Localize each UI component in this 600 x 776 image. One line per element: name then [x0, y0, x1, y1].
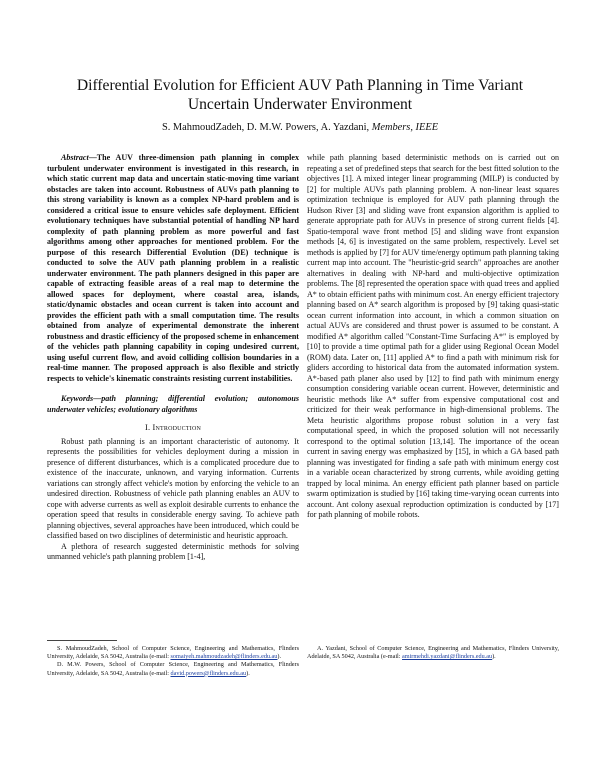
- paper-title: [40, 76, 560, 114]
- section-heading: [47, 423, 299, 434]
- intro-paragraph-1: Robust path planning is an important characteristic of autonomy. It represents the possibilities for vehicles deployment during a mission in presence of different disturbances, which is a complicated procedure due to existence of the inaccurate, unknown, and varying information. Currents variations can strongly affect vehicle's motion by enforcing the vehicle to an undesired direction. Robustness of vehicle path planning enables an AUV to cope with adverse currents as well as exploit desirable currents to enhance the operation speed that results in considerable energy saving. To achieve path planning objectives, several approaches have been introduced, which could be classified based on two disciplines of deterministic and heuristic approach.: [47, 436, 299, 540]
- right-column: [307, 153, 559, 521]
- footnote-1-email-link[interactable]: somaiyeh.mahmoudzadeh@flinders.edu.au: [170, 653, 278, 661]
- footnote-2-text: D. M.W. Powers, School of Computer Science, Engineering and Mathematics, Flinders University, Adelaide, SA 5042, Australia (e-mail:: [47, 661, 299, 677]
- left-column: [47, 153, 299, 563]
- footnote-1-end: ).: [277, 653, 282, 661]
- footnote-3: [307, 645, 559, 661]
- author-names: S. MahmoudZadeh, D. M.W. Powers, A. Yazdani,: [161, 122, 370, 133]
- footnotes-right: [307, 645, 559, 661]
- abstract-text: —The AUV three-dimension path planning in complex turbulent underwater environment is investigated in this research, in which static current map data and uncertain static-moving time variant obstacles are taken into account. Robustness of AUVs path planning to this strong variability is known as a complex NP-hard problem and is considered a critical issue to ensure vehicles safe deployment. Efficient evolutionary techniques have substantial potential of handling NP hard complexity of path planning problem as more powerful and fast algorithms among other approaches for mentioned problem. For the purpose of this research Differential Evolution (DE) technique is conducted to solve the AUV path planning problem in a realistic underwater environment. The path planners designed in this paper are capable of extracting feasible areas of a real map to determine the allowed spaces for deployment, where coastal area, islands, static/dynamic obstacles and ocean current is taken into account and provides the efficient path with a small computation time. The results obtained from analyze of experimental demonstrate the inherent robustness and drastic efficiency of the proposed scheme in enhancement of the vehicles path planning capability in coping undesired current, using useful current flow, and avoid colliding collision boundaries in a real-time manner. The proposed approach is also flexible and strictly respects to vehicle's kinematic constraints resisting current instabilities.: [47, 153, 299, 383]
- footnote-1: [47, 645, 299, 661]
- keywords: Keywords—path planning; differential evolution; autonomous underwater vehicles; evolutionary algorithms: [47, 394, 299, 414]
- author-list: [40, 122, 560, 133]
- abstract-label: Abstract: [61, 153, 89, 162]
- title-line-2: Uncertain Underwater Environment: [187, 96, 413, 113]
- footnote-2: [47, 661, 299, 677]
- intro-paragraph-2: A plethora of research suggested deterministic methods for solving unmanned vehicle's path planning problem [1-4],: [47, 541, 299, 561]
- title-line-1: Differential Evolution for Efficient AUV Path Planning in Time Variant: [76, 77, 524, 94]
- footnote-1-text: S. MahmoudZadeh, School of Computer Science, Engineering and Mathematics, Flinders University, Adelaide, SA 5042, Australia (e-mail:: [47, 645, 299, 661]
- footnote-2-end: ).: [246, 669, 250, 677]
- author-role: Members, IEEE: [371, 122, 439, 133]
- footnote-rule: [47, 640, 117, 641]
- footnote-3-end: ).: [492, 653, 496, 661]
- footnotes-left: [47, 645, 299, 678]
- footnote-3-text: A. Yazdani, School of Computer Science, Engineering and Mathematics, Flinders University, Adelaide, SA 5042, Australia (e-mail:: [307, 645, 559, 661]
- section-title: Introduction: [152, 423, 202, 432]
- abstract: [47, 153, 299, 384]
- footnote-2-email-link[interactable]: david.powers@flinders.edu.au: [170, 669, 247, 677]
- section-number: I.: [144, 423, 151, 432]
- footnote-3-email-link[interactable]: amirmehdi.yazdani@flinders.edu.au: [402, 653, 493, 661]
- intro-paragraph-continued: while path planning based deterministic methods on is carried out on repeating a set of predefined steps that search for the best fitted solution to the objectives [1]. A mixed integer linear programming (MILP) is conducted by [2] for multiple AUVs path planning problem. A non-linear least squares optimization technique is employed for AUV path planning through the Hudson River [3] and sliding wave front expansion algorithm is applied to generate appropriate path for AUVs in presence of strong current fields [4]. Spatio-temporal wave front method [5] and sliding wave front expansion methods [4, 6] is investigated on the same problem, respectively. Level set methods is applied by [7] for AUV time/energy optimum path planning taking current map into account. The "heuristic-grid search" approaches are another alternatives in dealing with NP-hard and multi-objective optimization problems. The [8] represented the operation space with quad trees and applied A* to obtain efficient paths with minimum cost. An energy efficient trajectory planning based on A* search algorithm is proposed by [9] taking quasi-static ocean current information into account, in which a common situation on actual AUVs are considered and thrust power is assumed to be constant. A modified A* algorithm called "Constant-Time Surfacing A*" is employed by [10] to provide a time optimal path for a glider using Regional Ocean Model (ROM) data. Later on, [11] applied A* to find a path with minimum risk for gliders according to historical data from the automated information system. A*-based path planer also used by [12] to find path with minimum energy consumption considering variable ocean current. However, deterministic and heuristic methods like A* suffer from expensive computational cost and criticized for their weak performance in high-dimensional problems. The Meta heuristic algorithms propose robust solution in a very fast computational speed, in which the proposed solution will not necessarily correspond to the optimal solution [13,14]. The importance of the ocean current in saving energy was emphasized by [15], in which a GA based path planning was investigated for finding a safe path with minimum energy cost in a variable ocean characterized by strong currents, while avoiding getting trapped by local minima. An energy efficient path planner based on particle swarm optimization is studied by [16] taking time-varying ocean currents into account. Ant colony asexual reproduction optimization is conducted by [17] for path planning of mobile robots.: [307, 153, 559, 519]
